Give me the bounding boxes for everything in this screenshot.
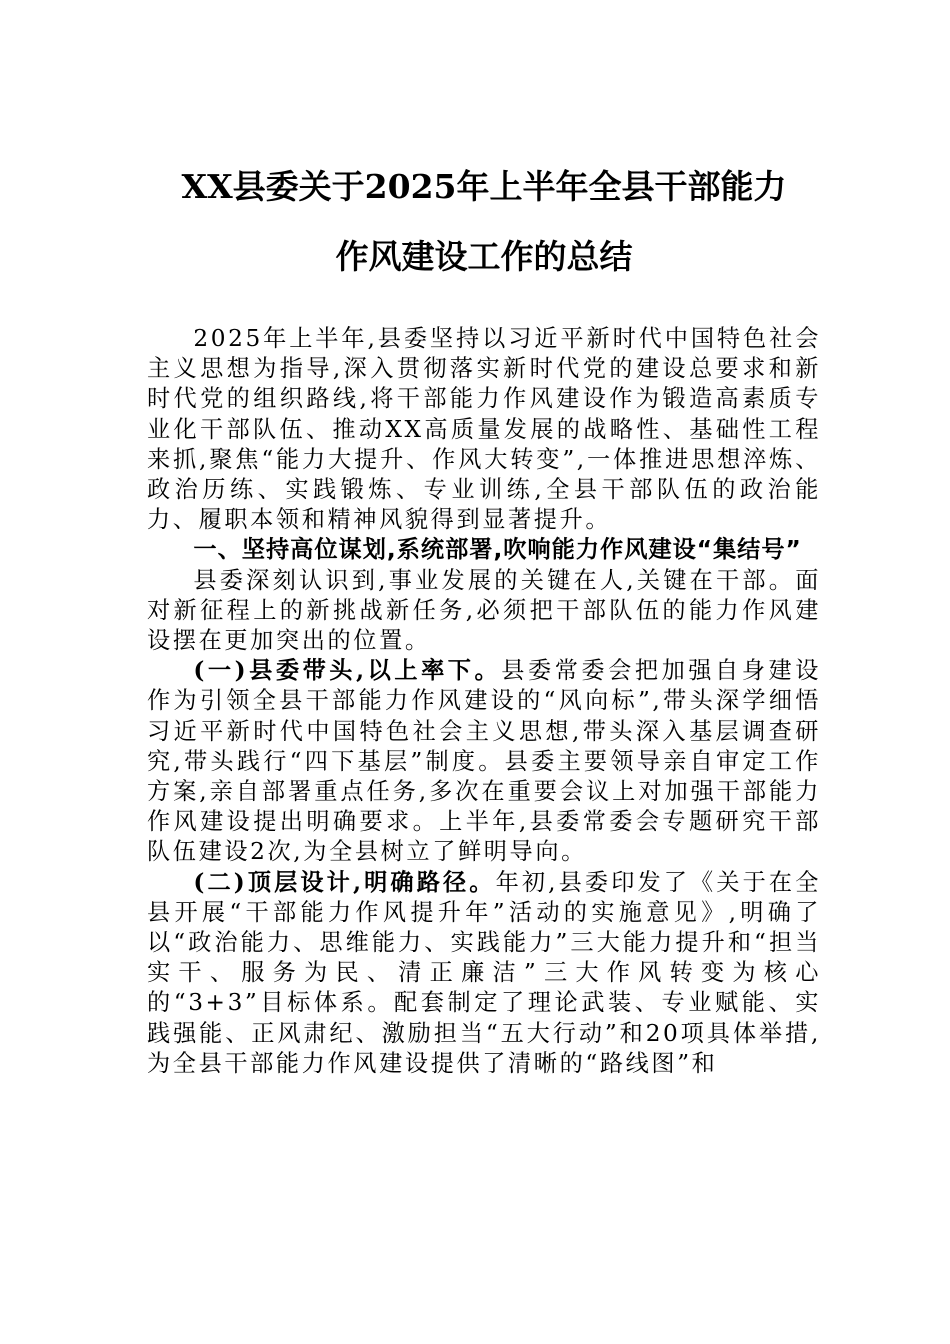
title-line-2: 作风建设工作的总结	[335, 237, 633, 276]
section-heading-1: 一、坚持高位谋划,系统部署,吹响能力作风建设“集结号”	[193, 536, 802, 564]
subsection-2-text: 年初,县委印发了《关于在全县开展“干部能力作风提升年”活动的实施意见》,明确了以“政治能力、思维能力、实践能力”三大能力提升和“担当实干、服务为民、清正廉洁”三大作风转变为核心的“3+3”目标体系。配套制定了理论武装、专业赋能、实践强能、正风肃纪、激励担当“五大行动”和20项具体举措,为全县干部能力作风建设提供了清晰的“路线图”和	[147, 868, 821, 1077]
subsection-2-paragraph	[147, 868, 821, 1079]
subsection-1-heading: (一)县委带头,以上率下。	[193, 657, 502, 685]
subsection-1-text: 县委常委会把加强自身建设作为引领全县干部能力作风建设的“风向标”,带头深学细悟习近平新时代中国特色社会主义思想,带头深入基层调查研究,带头践行“四下基层”制度。县委主要领导亲自审定工作方案,亲自部署重点任务,多次在重要会议上对加强干部能力作风建设提出明确要求。上半年,县委常委会专题研究干部队伍建设2次,为全县树立了鲜明导向。	[147, 657, 821, 866]
title-line-1: XX县委关于2025年上半年全县干部能力	[181, 167, 787, 206]
document-title	[137, 152, 831, 292]
document-body	[147, 324, 821, 1079]
subsection-1-paragraph	[147, 656, 821, 867]
section-1-paragraph: 县委深刻认识到,事业发展的关键在人,关键在干部。面对新征程上的新挑战新任务,必须把干部队伍的能力作风建设摆在更加突出的位置。	[147, 566, 821, 655]
subsection-2-heading: (二)顶层设计,明确路径。	[193, 868, 496, 896]
intro-paragraph: 2025年上半年,县委坚持以习近平新时代中国特色社会主义思想为指导,深入贯彻落实新时代党的建设总要求和新时代党的组织路线,将干部能力作风建设作为锻造高素质专业化干部队伍、推动XX高质量发展的战略性、基础性工程来抓,聚焦“能力大提升、作风大转变”,一体推进思想淬炼、政治历练、实践锻炼、专业训练,全县干部队伍的政治能力、履职本领和精神风貌得到显著提升。	[147, 325, 821, 534]
